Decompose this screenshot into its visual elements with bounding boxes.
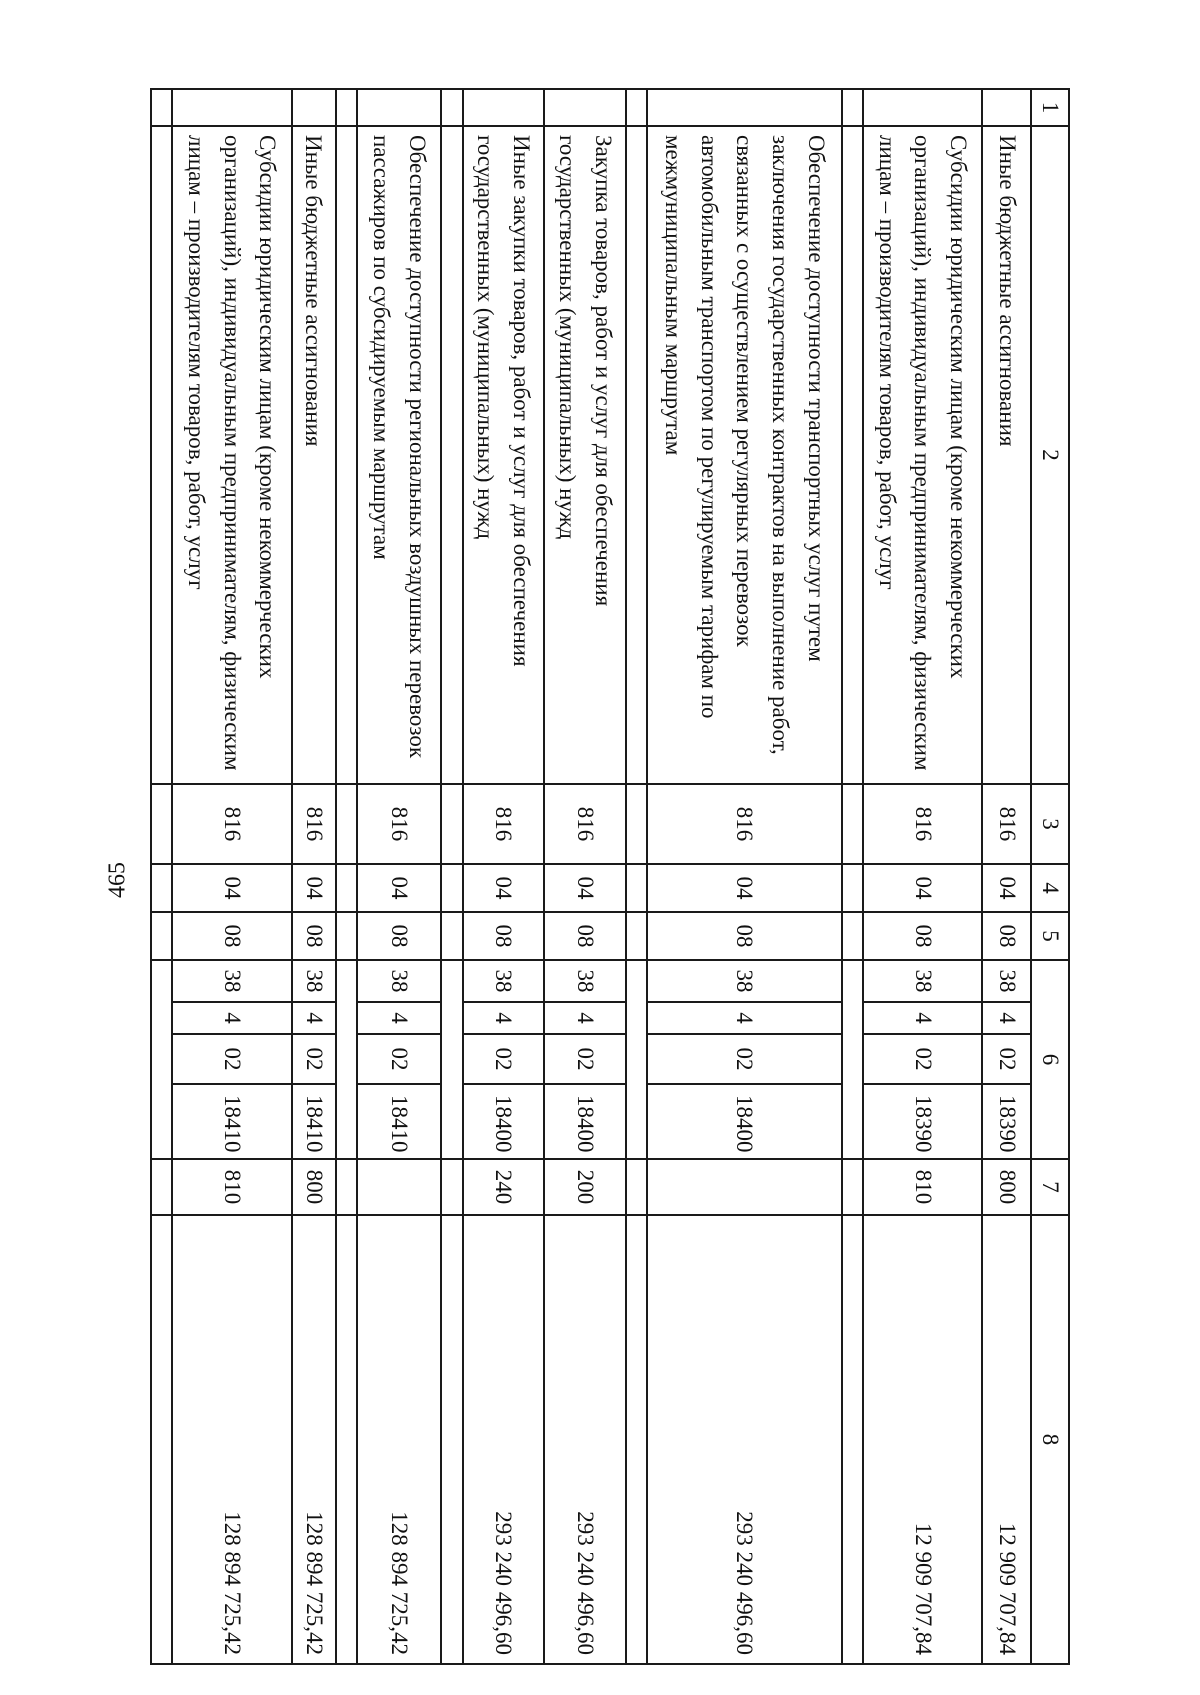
header-row xyxy=(1031,89,1069,1664)
spacer-row xyxy=(842,89,863,1664)
amount: 293 240 496,60 xyxy=(544,1215,626,1664)
table-row xyxy=(292,89,336,1664)
target-code-part-3: 02 xyxy=(357,1034,442,1084)
code-col-4: 04 xyxy=(647,864,842,912)
code-col-4: 04 xyxy=(982,864,1031,912)
target-code-part-4: 18390 xyxy=(863,1084,982,1159)
amount: 12 909 707,84 xyxy=(863,1215,982,1664)
table-row xyxy=(357,89,442,1664)
code-col-7: 810 xyxy=(172,1159,291,1215)
row-name: Иные бюджетные ассигнования xyxy=(982,126,1031,784)
code-col-5: 08 xyxy=(292,912,336,960)
code-col-3: 816 xyxy=(863,784,982,864)
table-row xyxy=(544,89,626,1664)
code-col-7: 800 xyxy=(292,1159,336,1215)
target-code-part-1: 38 xyxy=(982,960,1031,1002)
row-number-cell xyxy=(647,89,842,126)
row-name: Иные бюджетные ассигнования xyxy=(292,126,336,784)
target-code-part-4: 18410 xyxy=(292,1084,336,1159)
table-row xyxy=(647,89,842,1664)
budget-table xyxy=(150,88,1070,1665)
code-col-5: 08 xyxy=(982,912,1031,960)
target-code-part-3: 02 xyxy=(544,1034,626,1084)
header-col-3: 3 xyxy=(1031,784,1069,864)
target-code-part-1: 38 xyxy=(863,960,982,1002)
code-col-7 xyxy=(647,1159,842,1215)
page-number: 465 xyxy=(104,862,131,898)
code-col-3: 816 xyxy=(292,784,336,864)
table-row xyxy=(982,89,1031,1664)
target-code-part-2: 4 xyxy=(172,1002,291,1034)
spacer-row xyxy=(336,89,357,1664)
code-col-3: 816 xyxy=(463,784,545,864)
spacer-row xyxy=(151,89,172,1664)
header-col-7: 7 xyxy=(1031,1159,1069,1215)
target-code-part-3: 02 xyxy=(647,1034,842,1084)
header-col-6: 6 xyxy=(1031,960,1069,1159)
target-code-part-3: 02 xyxy=(463,1034,545,1084)
table-row xyxy=(863,89,982,1664)
code-col-3: 816 xyxy=(172,784,291,864)
code-col-3: 816 xyxy=(357,784,442,864)
code-col-5: 08 xyxy=(544,912,626,960)
target-code-part-3: 02 xyxy=(172,1034,291,1084)
row-number-cell xyxy=(292,89,336,126)
code-col-4: 04 xyxy=(172,864,291,912)
table-row xyxy=(172,89,291,1664)
target-code-part-4: 18400 xyxy=(647,1084,842,1159)
target-code-part-2: 4 xyxy=(544,1002,626,1034)
code-col-7: 200 xyxy=(544,1159,626,1215)
code-col-3: 816 xyxy=(982,784,1031,864)
code-col-5: 08 xyxy=(463,912,545,960)
target-code-part-1: 38 xyxy=(544,960,626,1002)
row-number-cell xyxy=(463,89,545,126)
code-col-3: 816 xyxy=(544,784,626,864)
target-code-part-4: 18390 xyxy=(982,1084,1031,1159)
row-number-cell xyxy=(172,89,291,126)
code-col-4: 04 xyxy=(863,864,982,912)
target-code-part-2: 4 xyxy=(863,1002,982,1034)
code-col-5: 08 xyxy=(647,912,842,960)
amount: 293 240 496,60 xyxy=(463,1215,545,1664)
header-col-2: 2 xyxy=(1031,126,1069,784)
target-code-part-4: 18410 xyxy=(172,1084,291,1159)
amount: 128 894 725,42 xyxy=(172,1215,291,1664)
target-code-part-2: 4 xyxy=(463,1002,545,1034)
target-code-part-2: 4 xyxy=(982,1002,1031,1034)
row-number-cell xyxy=(357,89,442,126)
target-code-part-4: 18410 xyxy=(357,1084,442,1159)
row-number-cell xyxy=(863,89,982,126)
target-code-part-3: 02 xyxy=(292,1034,336,1084)
row-number-cell xyxy=(982,89,1031,126)
row-name: Иные закупки товаров, работ и услуг для обеспечения государственных (муниципальных) нужд xyxy=(463,126,545,784)
code-col-5: 08 xyxy=(863,912,982,960)
table-row xyxy=(463,89,545,1664)
row-name: Обеспечение доступности региональных воздушных перевозок пассажиров по субсидируемым маршрутам xyxy=(357,126,442,784)
amount: 293 240 496,60 xyxy=(647,1215,842,1664)
code-col-5: 08 xyxy=(357,912,442,960)
amount: 128 894 725,42 xyxy=(357,1215,442,1664)
target-code-part-1: 38 xyxy=(357,960,442,1002)
target-code-part-1: 38 xyxy=(463,960,545,1002)
target-code-part-1: 38 xyxy=(647,960,842,1002)
rotated-table-container xyxy=(150,88,1070,1663)
target-code-part-1: 38 xyxy=(172,960,291,1002)
row-name: Закупка товаров, работ и услуг для обеспечения государственных (муниципальных) нужд xyxy=(544,126,626,784)
target-code-part-3: 02 xyxy=(863,1034,982,1084)
target-code-part-2: 4 xyxy=(357,1002,442,1034)
spacer-row xyxy=(626,89,647,1664)
target-code-part-3: 02 xyxy=(982,1034,1031,1084)
target-code-part-2: 4 xyxy=(647,1002,842,1034)
target-code-part-1: 38 xyxy=(292,960,336,1002)
header-col-8: 8 xyxy=(1031,1215,1069,1664)
code-col-4: 04 xyxy=(544,864,626,912)
row-name: Субсидии юридическим лицам (кроме некоммерческих организаций), индивидуальным предпринимателям, физическим лицам – производителям товаров, работ, услуг xyxy=(172,126,291,784)
code-col-7: 800 xyxy=(982,1159,1031,1215)
header-col-5: 5 xyxy=(1031,912,1069,960)
amount: 12 909 707,84 xyxy=(982,1215,1031,1664)
code-col-7: 240 xyxy=(463,1159,545,1215)
header-col-4: 4 xyxy=(1031,864,1069,912)
row-name: Обеспечение доступности транспортных услуг путем заключения государственных контрактов на выполнение работ, связанных с осуществлением регулярных перевозок автомобильным транспортом по регулируемым тарифам по межмуниципальным маршрутам xyxy=(647,126,842,784)
amount: 128 894 725,42 xyxy=(292,1215,336,1664)
spacer-row xyxy=(441,89,462,1664)
code-col-5: 08 xyxy=(172,912,291,960)
row-name: Субсидии юридическим лицам (кроме некоммерческих организаций), индивидуальным предпринимателям, физическим лицам – производителям товаров, работ, услуг xyxy=(863,126,982,784)
code-col-7 xyxy=(357,1159,442,1215)
code-col-3: 816 xyxy=(647,784,842,864)
code-col-4: 04 xyxy=(357,864,442,912)
header-col-1: 1 xyxy=(1031,89,1069,126)
target-code-part-2: 4 xyxy=(292,1002,336,1034)
code-col-4: 04 xyxy=(292,864,336,912)
code-col-4: 04 xyxy=(463,864,545,912)
target-code-part-4: 18400 xyxy=(544,1084,626,1159)
row-number-cell xyxy=(544,89,626,126)
target-code-part-4: 18400 xyxy=(463,1084,545,1159)
code-col-7: 810 xyxy=(863,1159,982,1215)
